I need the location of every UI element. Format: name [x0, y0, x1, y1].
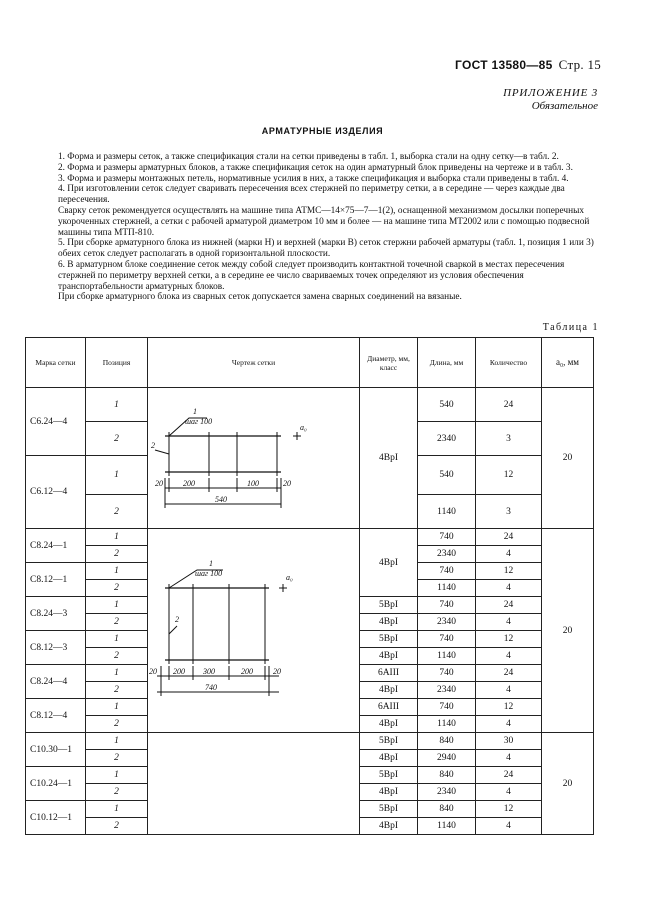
position-cell: 1	[86, 767, 148, 784]
appendix-label	[503, 87, 598, 113]
position-cell: 2	[86, 614, 148, 631]
diameter-cell: 4ВрI	[360, 682, 418, 699]
drawing2-d20b: 20	[272, 666, 281, 676]
mark-cell: С8.12—3	[26, 631, 86, 665]
position-cell: 2	[86, 648, 148, 665]
position-cell: 2	[86, 580, 148, 597]
table-caption: Таблица 1	[542, 322, 599, 333]
position-cell: 1	[86, 563, 148, 580]
page-number: Стр. 15	[558, 57, 602, 72]
position-cell: 1	[86, 699, 148, 716]
position-cell: 1	[86, 665, 148, 682]
diameter-cell: 6АIII	[360, 665, 418, 682]
quantity-cell: 4	[476, 614, 542, 631]
table-row	[26, 529, 594, 546]
position-cell: 2	[86, 716, 148, 733]
spec-table	[25, 337, 594, 835]
section-title: АРМАТУРНЫЕ ИЗДЕЛИЯ	[261, 126, 384, 136]
paragraph: 6. В арматурном блоке соединение сеток между собой следует производить контактной точечной сваркой в местах пересечения стержней по периметру верхней сетки, а в середине ее число свариваемых точек определяют из условия обеспечения транспортабельности арматурных блоков.	[58, 259, 565, 292]
paragraph: 4. При изготовлении сеток следует сваривать пересечения всех стержней по периметру сетки, а в середине — через каждые два пересечения.	[58, 184, 565, 206]
header-diameter: Диаметр, мм, класс	[360, 338, 418, 388]
mark-cell: С8.24—3	[26, 597, 86, 631]
quantity-cell: 24	[476, 597, 542, 614]
length-cell: 2340	[418, 422, 476, 456]
drawing1-a0: a₀	[299, 423, 307, 432]
position-cell: 2	[86, 495, 148, 529]
quantity-cell: 3	[476, 422, 542, 456]
gost-number: ГОСТ 13580—85	[455, 58, 553, 72]
mesh-drawing-2	[149, 556, 359, 706]
table-row	[26, 388, 594, 422]
mark-cell: С8.12—1	[26, 563, 86, 597]
diameter-cell: 5ВрI	[360, 767, 418, 784]
length-cell: 1140	[418, 580, 476, 597]
mark-cell: С6.12—4	[26, 456, 86, 529]
mark-cell: С8.24—4	[26, 665, 86, 699]
header-a0: a₀, мм	[542, 338, 594, 388]
position-cell: 1	[86, 631, 148, 648]
position-cell: 2	[86, 546, 148, 563]
mark-cell: С10.30—1	[26, 733, 86, 767]
position-cell: 1	[86, 733, 148, 750]
length-cell: 840	[418, 733, 476, 750]
diameter-cell: 4ВрI	[360, 716, 418, 733]
mesh-drawing-1	[149, 388, 359, 528]
length-cell: 740	[418, 597, 476, 614]
paragraph: 2. Форма и размеры арматурных блоков, а также спецификация сеток на один арматурный блок приведены на чертеже и в табл. 3.	[58, 162, 573, 173]
quantity-cell: 24	[476, 665, 542, 682]
mark-cell: С8.12—4	[26, 699, 86, 733]
quantity-cell: 4	[476, 682, 542, 699]
drawing-cell-1	[148, 388, 360, 529]
drawing1-d100: 100	[246, 479, 259, 488]
drawing1-d200: 200	[182, 479, 195, 488]
diameter-cell: 5ВрI	[360, 801, 418, 818]
drawing2-d20a: 20	[148, 666, 157, 676]
a0-cell: 20	[542, 388, 594, 529]
quantity-cell: 12	[476, 699, 542, 716]
quantity-cell: 4	[476, 546, 542, 563]
diameter-cell: 4ВрI	[360, 614, 418, 631]
diameter-cell: 4ВрI	[360, 818, 418, 835]
position-cell: 2	[86, 422, 148, 456]
paragraph: 5. При сборке арматурного блока из нижней (марки Н) и верхней (марки В) сеток стержни рабочей арматуры (табл. 1, позиция 1 или 3) обеих сеток следует располагать в одной горизонтальной плоскости.	[58, 238, 594, 260]
header-position: Позиция	[86, 338, 148, 388]
drawing-cell-3	[148, 733, 360, 835]
length-cell: 2340	[418, 614, 476, 631]
quantity-cell: 12	[476, 801, 542, 818]
header-quantity: Количество	[476, 338, 542, 388]
quantity-cell: 4	[476, 580, 542, 597]
length-cell: 1140	[418, 818, 476, 835]
paragraph: При сборке арматурного блока из сварных сеток допускается замена сварных соединений на вязаные.	[58, 292, 462, 303]
quantity-cell: 24	[476, 767, 542, 784]
length-cell: 740	[418, 563, 476, 580]
appendix-status: Обязательное	[531, 100, 598, 112]
drawing2-pos1: 1	[208, 558, 213, 568]
quantity-cell: 12	[476, 456, 542, 495]
mark-cell: С8.24—1	[26, 529, 86, 563]
drawing1-d20b: 20	[282, 479, 291, 488]
drawing2-step: шаг 100	[194, 568, 222, 578]
quantity-cell: 4	[476, 716, 542, 733]
mark-cell: С6.24—4	[26, 388, 86, 456]
length-cell: 2340	[418, 546, 476, 563]
diameter-cell: 4ВрI	[360, 784, 418, 801]
quantity-cell: 4	[476, 648, 542, 665]
position-cell: 2	[86, 682, 148, 699]
length-cell: 2340	[418, 784, 476, 801]
position-cell: 2	[86, 784, 148, 801]
position-cell: 2	[86, 750, 148, 767]
position-cell: 1	[86, 529, 148, 546]
position-cell: 1	[86, 456, 148, 495]
drawing1-pos1: 1	[192, 407, 197, 416]
drawing2-d200b: 200	[240, 666, 253, 676]
diameter-cell: 6АIII	[360, 699, 418, 716]
diameter-cell: 5ВрI	[360, 597, 418, 614]
drawing2-d200a: 200	[172, 666, 185, 676]
length-cell: 1140	[418, 495, 476, 529]
a0-cell: 20	[542, 733, 594, 835]
appendix-title: ПРИЛОЖЕНИЕ 3	[503, 87, 598, 99]
quantity-cell: 3	[476, 495, 542, 529]
length-cell: 740	[418, 665, 476, 682]
quantity-cell: 24	[476, 388, 542, 422]
page-header	[455, 57, 601, 73]
length-cell: 840	[418, 767, 476, 784]
header-length: Длина, мм	[418, 338, 476, 388]
drawing1-pos2: 2	[150, 441, 155, 450]
header-drawing: Чертеж сетки	[148, 338, 360, 388]
position-cell: 2	[86, 818, 148, 835]
drawing-cell-2	[148, 529, 360, 733]
diameter-cell: 4ВрI	[360, 750, 418, 767]
drawing2-a0: a₀	[285, 572, 293, 582]
diameter-cell: 5ВрI	[360, 631, 418, 648]
diameter-cell: 4ВрI	[360, 529, 418, 597]
table-header-row	[26, 338, 594, 388]
length-cell: 1140	[418, 648, 476, 665]
body-text	[58, 152, 598, 303]
header-mark: Марка сетки	[26, 338, 86, 388]
mark-cell: С10.12—1	[26, 801, 86, 835]
length-cell: 740	[418, 631, 476, 648]
diameter-cell: 4ВрI	[360, 648, 418, 665]
quantity-cell: 30	[476, 733, 542, 750]
table-row	[26, 733, 594, 750]
position-cell: 1	[86, 388, 148, 422]
position-cell: 1	[86, 597, 148, 614]
length-cell: 740	[418, 699, 476, 716]
diameter-cell: 5ВрI	[360, 733, 418, 750]
diameter-cell: 4ВрI	[360, 388, 418, 529]
quantity-cell: 4	[476, 818, 542, 835]
a0-cell: 20	[542, 529, 594, 733]
drawing2-pos2: 2	[174, 614, 179, 624]
quantity-cell: 12	[476, 631, 542, 648]
length-cell: 1140	[418, 716, 476, 733]
quantity-cell: 24	[476, 529, 542, 546]
mark-cell: С10.24—1	[26, 767, 86, 801]
paragraph: 1. Форма и размеры сеток, а также спецификация стали на сетки приведены в табл. 1, выборка стали на одну сетку—в табл. 2.	[58, 152, 559, 162]
quantity-cell: 4	[476, 784, 542, 801]
length-cell: 540	[418, 388, 476, 422]
paragraph: 3. Форма и размеры монтажных петель, нормативные усилия в них, а также спецификация и выборка стали приведены в табл. 4.	[58, 173, 569, 184]
drawing1-d20a: 20	[154, 479, 163, 488]
paragraph: Сварку сеток рекомендуется осуществлять на машине типа АТМС—14×75—7—1(2), оснащенной механизмом досылки поперечных укороченных стержней, а сетки с рабочей арматурой диаметром 10 мм и более — на машине типа МТ2002 или с помощью подвесной машины типа МТП-810.	[58, 205, 590, 238]
position-cell: 1	[86, 801, 148, 818]
length-cell: 2340	[418, 682, 476, 699]
length-cell: 540	[418, 456, 476, 495]
drawing1-total: 540	[214, 495, 227, 504]
length-cell: 740	[418, 529, 476, 546]
drawing2-total: 740	[204, 682, 217, 692]
quantity-cell: 12	[476, 563, 542, 580]
drawing2-d300: 300	[202, 666, 215, 676]
drawing1-step: шаг 100	[184, 417, 212, 426]
length-cell: 2940	[418, 750, 476, 767]
quantity-cell: 4	[476, 750, 542, 767]
length-cell: 840	[418, 801, 476, 818]
